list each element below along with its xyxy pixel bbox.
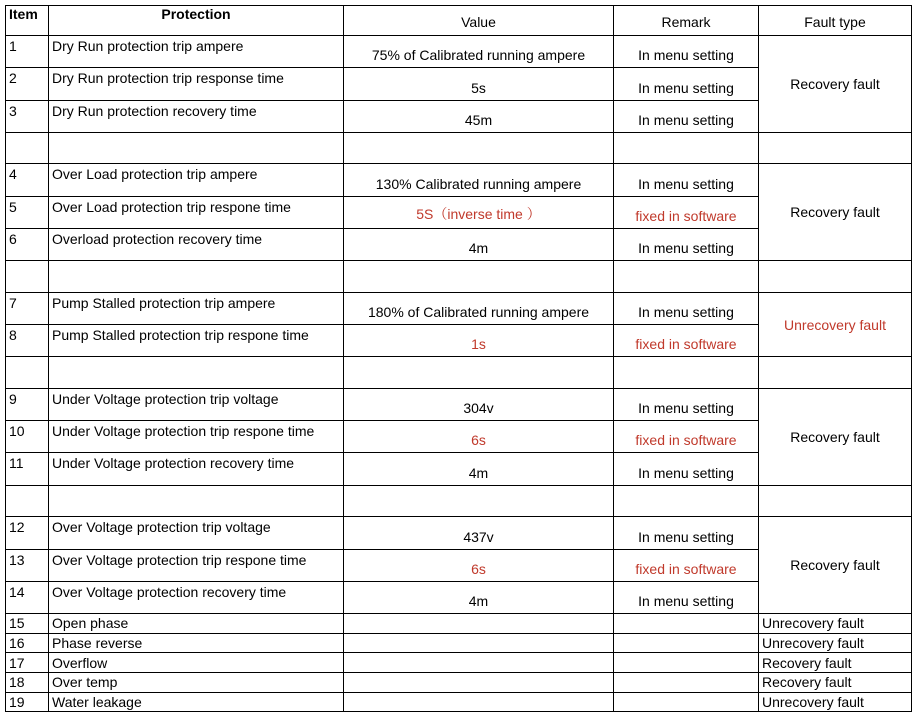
remark-cell: In menu setting — [614, 292, 759, 324]
fault-type-cell: Recovery fault — [759, 653, 912, 673]
value-cell: 5s — [344, 68, 614, 100]
value-cell: 4m — [344, 228, 614, 260]
protection-name: Overload protection recovery time — [49, 228, 344, 260]
protection-name: Pump Stalled protection trip ampere — [49, 292, 344, 324]
value-cell: 1s — [344, 325, 614, 357]
value-cell: 180% of Calibrated running ampere — [344, 292, 614, 324]
value-cell — [344, 692, 614, 712]
remark-cell: In menu setting — [614, 36, 759, 68]
protection-table-body — [6, 6, 912, 712]
empty-cell — [6, 261, 49, 293]
remark-cell: In menu setting — [614, 228, 759, 260]
fault-type-cell: Recovery fault — [759, 672, 912, 692]
header-row — [6, 6, 912, 36]
empty-cell — [759, 357, 912, 389]
remark-cell — [614, 653, 759, 673]
protection-name: Under Voltage protection trip voltage — [49, 388, 344, 420]
item-number: 12 — [6, 517, 49, 549]
item-number: 9 — [6, 388, 49, 420]
separator-row — [6, 261, 912, 293]
empty-cell — [344, 261, 614, 293]
value-cell — [344, 633, 614, 653]
header-item: Item — [6, 6, 49, 36]
separator-row — [6, 485, 912, 517]
remark-cell — [614, 672, 759, 692]
protection-table — [5, 5, 912, 712]
fault-type-cell: Unrecovery fault — [759, 292, 912, 357]
table-row — [6, 633, 912, 653]
remark-cell: In menu setting — [614, 164, 759, 196]
item-number: 8 — [6, 325, 49, 357]
remark-cell: fixed in software — [614, 421, 759, 453]
value-cell: 6s — [344, 421, 614, 453]
protection-name: Pump Stalled protection trip respone time — [49, 325, 344, 357]
separator-row — [6, 132, 912, 164]
item-number: 19 — [6, 692, 49, 712]
remark-cell: In menu setting — [614, 68, 759, 100]
protection-name: Over Voltage protection trip voltage — [49, 517, 344, 549]
value-cell — [344, 672, 614, 692]
protection-name: Over Voltage protection recovery time — [49, 581, 344, 613]
empty-cell — [759, 261, 912, 293]
table-row — [6, 36, 912, 68]
value-cell: 130% Calibrated running ampere — [344, 164, 614, 196]
item-number: 3 — [6, 100, 49, 132]
empty-cell — [49, 132, 344, 164]
table-row — [6, 672, 912, 692]
fault-type-cell: Recovery fault — [759, 388, 912, 485]
value-cell: 6s — [344, 549, 614, 581]
empty-cell — [614, 261, 759, 293]
protection-name: Dry Run protection trip response time — [49, 68, 344, 100]
table-row — [6, 517, 912, 549]
protection-name: Water leakage — [49, 692, 344, 712]
item-number: 16 — [6, 633, 49, 653]
value-cell: 45m — [344, 100, 614, 132]
item-number: 4 — [6, 164, 49, 196]
protection-name: Over temp — [49, 672, 344, 692]
header-fault-type: Fault type — [759, 6, 912, 36]
value-cell: 4m — [344, 581, 614, 613]
empty-cell — [614, 485, 759, 517]
empty-cell — [49, 357, 344, 389]
table-row — [6, 164, 912, 196]
value-cell — [344, 653, 614, 673]
empty-cell — [6, 485, 49, 517]
fault-type-cell: Recovery fault — [759, 164, 912, 261]
remark-cell: In menu setting — [614, 388, 759, 420]
value-cell: 75% of Calibrated running ampere — [344, 36, 614, 68]
value-cell: 437v — [344, 517, 614, 549]
fault-type-cell: Recovery fault — [759, 36, 912, 133]
empty-cell — [759, 132, 912, 164]
protection-name: Over Load protection trip respone time — [49, 196, 344, 228]
remark-cell: fixed in software — [614, 325, 759, 357]
protection-name: Under Voltage protection trip respone time — [49, 421, 344, 453]
remark-cell: fixed in software — [614, 196, 759, 228]
item-number: 6 — [6, 228, 49, 260]
table-row — [6, 614, 912, 634]
item-number: 18 — [6, 672, 49, 692]
protection-name: Over Voltage protection trip respone time — [49, 549, 344, 581]
remark-cell — [614, 633, 759, 653]
empty-cell — [6, 357, 49, 389]
table-row — [6, 292, 912, 324]
empty-cell — [49, 261, 344, 293]
item-number: 17 — [6, 653, 49, 673]
protection-name: Over Load protection trip ampere — [49, 164, 344, 196]
header-protection: Protection — [49, 6, 344, 36]
fault-type-cell: Recovery fault — [759, 517, 912, 614]
remark-cell: In menu setting — [614, 581, 759, 613]
remark-cell: fixed in software — [614, 549, 759, 581]
empty-cell — [49, 485, 344, 517]
remark-cell: In menu setting — [614, 100, 759, 132]
table-row — [6, 653, 912, 673]
protection-name: Under Voltage protection recovery time — [49, 453, 344, 485]
remark-cell: In menu setting — [614, 453, 759, 485]
empty-cell — [759, 485, 912, 517]
table-row — [6, 692, 912, 712]
remark-cell: In menu setting — [614, 517, 759, 549]
item-number: 15 — [6, 614, 49, 634]
protection-name: Dry Run protection recovery time — [49, 100, 344, 132]
remark-cell — [614, 614, 759, 634]
value-cell — [344, 614, 614, 634]
item-number: 5 — [6, 196, 49, 228]
item-number: 1 — [6, 36, 49, 68]
header-value: Value — [344, 6, 614, 36]
item-number: 2 — [6, 68, 49, 100]
empty-cell — [344, 485, 614, 517]
empty-cell — [6, 132, 49, 164]
fault-type-cell: Unrecovery fault — [759, 633, 912, 653]
item-number: 10 — [6, 421, 49, 453]
protection-name: Open phase — [49, 614, 344, 634]
value-cell: 4m — [344, 453, 614, 485]
empty-cell — [614, 132, 759, 164]
protection-name: Overflow — [49, 653, 344, 673]
empty-cell — [344, 357, 614, 389]
protection-name: Dry Run protection trip ampere — [49, 36, 344, 68]
item-number: 13 — [6, 549, 49, 581]
header-remark: Remark — [614, 6, 759, 36]
empty-cell — [344, 132, 614, 164]
value-cell: 304v — [344, 388, 614, 420]
protection-name: Phase reverse — [49, 633, 344, 653]
item-number: 11 — [6, 453, 49, 485]
empty-cell — [614, 357, 759, 389]
table-row — [6, 388, 912, 420]
fault-type-cell: Unrecovery fault — [759, 614, 912, 634]
item-number: 14 — [6, 581, 49, 613]
fault-type-cell: Unrecovery fault — [759, 692, 912, 712]
value-cell: 5S（inverse time ） — [344, 196, 614, 228]
item-number: 7 — [6, 292, 49, 324]
remark-cell — [614, 692, 759, 712]
separator-row — [6, 357, 912, 389]
